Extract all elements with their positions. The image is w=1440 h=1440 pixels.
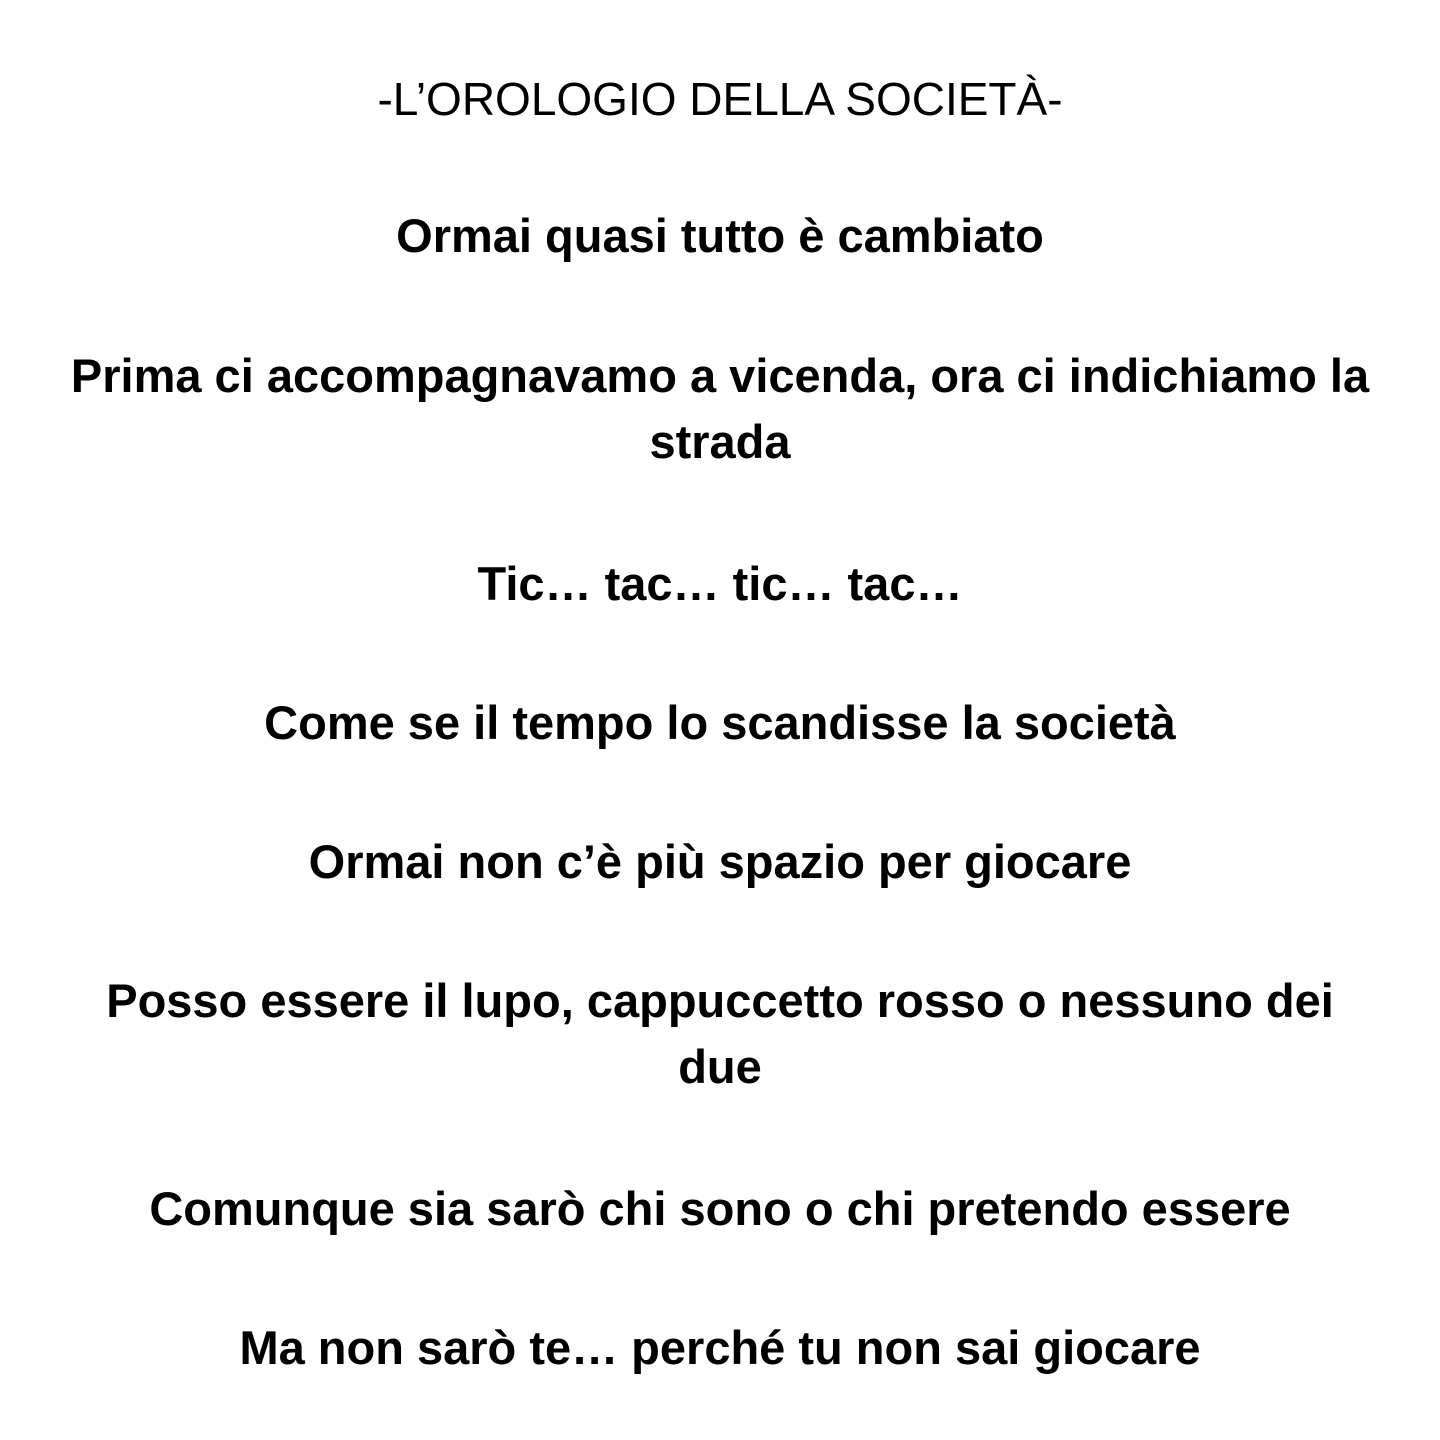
verse-5: Ormai non c’è più spazio per giocare	[308, 835, 1132, 888]
verse-1: Ormai quasi tutto è cambiato	[396, 209, 1044, 262]
verse-3: Tic… tac… tic… tac…	[477, 557, 963, 610]
verse-8: Ma non sarò te… perché tu non sai giocare	[239, 1321, 1201, 1374]
verse-6: Posso essere il lupo, cappuccetto rosso o nessuno dei due	[106, 974, 1334, 1093]
verse-4: Come se il tempo lo scandisse la società	[264, 696, 1176, 749]
poem-title: -L’OROLOGIO DELLA SOCIETÀ-	[377, 73, 1063, 125]
verse-2: Prima ci accompagnavamo a vicenda, ora ci indichiamo la strada	[70, 349, 1370, 468]
verse-7: Comunque sia sarò chi sono o chi pretendo essere	[149, 1182, 1291, 1235]
